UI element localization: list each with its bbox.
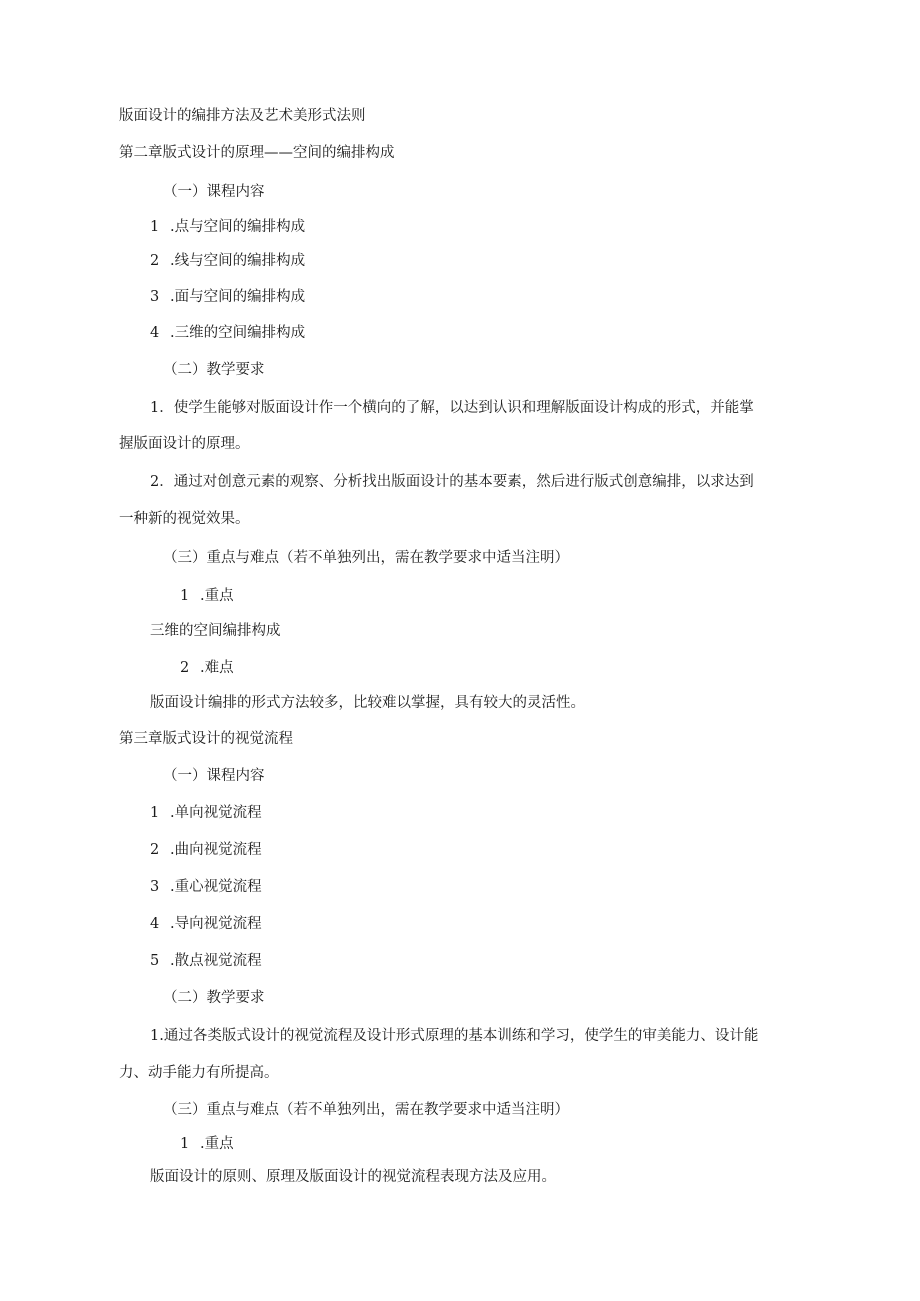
list-item (150, 877, 262, 897)
chapter-2-key-points-heading: （三）重点与难点（若不单独列出，需在教学要求中适当注明） (163, 550, 569, 566)
list-item-text: .三维的空间编排构成 (170, 325, 306, 341)
list-item-number: 4 (150, 916, 160, 932)
list-item-number: 5 (150, 953, 160, 969)
list-item (150, 251, 305, 271)
chapter-3-requirement-1-line-2: 力、动手能力有所提高。 (119, 1065, 279, 1081)
chapter-2-difficulty-text: 版面设计编排的形式方法较多，比较难以掌握，具有较大的灵活性。 (150, 695, 585, 711)
list-item-text: .单向视觉流程 (170, 805, 262, 821)
chapter-2-requirement-2-line-1: 2．通过对创意元素的观察、分析找出版面设计的基本要素，然后进行版式创意编排，以求达到 (150, 474, 754, 490)
chapter-3-content-heading: （一）课程内容 (163, 768, 265, 784)
list-item-number: 2 (150, 842, 160, 858)
list-item (150, 803, 262, 823)
list-item-number: 1 (150, 805, 160, 821)
chapter-3-requirements-heading: （二）教学要求 (163, 990, 265, 1006)
chapter-2-requirement-2-line-2: 一种新的视觉效果。 (119, 511, 250, 527)
list-item (150, 323, 305, 343)
difficulty-text: .难点 (200, 660, 234, 676)
list-item-number: 3 (150, 289, 160, 305)
chapter-3-key-points-heading: （三）重点与难点（若不单独列出，需在教学要求中适当注明） (163, 1102, 569, 1118)
document-title: 版面设计的编排方法及艺术美形式法则 (119, 108, 366, 124)
chapter-3-key-point-text: 版面设计的原则、原理及版面设计的视觉流程表现方法及应用。 (150, 1169, 556, 1185)
chapter-2-key-point-label (180, 586, 234, 606)
list-item-text: .重心视觉流程 (170, 879, 262, 895)
list-item (150, 951, 262, 971)
list-item (150, 840, 262, 860)
key-point-text: .重点 (200, 588, 234, 604)
list-item-text: .散点视觉流程 (170, 953, 262, 969)
chapter-2-difficulty-label (180, 658, 234, 678)
key-point-number: 1 (180, 588, 190, 604)
list-item-text: .线与空间的编排构成 (170, 253, 306, 269)
list-item (150, 287, 305, 307)
list-item-text: .曲向视觉流程 (170, 842, 262, 858)
list-item-text: .面与空间的编排构成 (170, 289, 306, 305)
list-item-text: .点与空间的编排构成 (170, 219, 306, 235)
key-point-number: 1 (180, 1136, 190, 1152)
list-item (150, 914, 262, 934)
chapter-2-requirements-heading: （二）教学要求 (163, 362, 265, 378)
chapter-2-key-point-text: 三维的空间编排构成 (150, 623, 281, 639)
key-point-text: .重点 (200, 1136, 234, 1152)
list-item-number: 2 (150, 253, 160, 269)
chapter-3-requirement-1-line-1: 1.通过各类版式设计的视觉流程及设计形式原理的基本训练和学习，使学生的审美能力、设计能 (150, 1028, 759, 1044)
difficulty-number: 2 (180, 660, 190, 676)
chapter-2-requirement-1-line-1: 1．使学生能够对版面设计作一个横向的了解，以达到认识和理解版面设计构成的形式，并能掌 (150, 400, 754, 416)
chapter-2-heading: 第二章版式设计的原理——空间的编排构成 (119, 145, 395, 161)
chapter-2-content-heading: （一）课程内容 (163, 184, 265, 200)
list-item-text: .导向视觉流程 (170, 916, 262, 932)
chapter-3-key-point-label (180, 1134, 234, 1154)
chapter-3-heading: 第三章版式设计的视觉流程 (119, 731, 293, 747)
list-item-number: 4 (150, 325, 160, 341)
chapter-2-requirement-1-line-2: 握版面设计的原理。 (119, 436, 250, 452)
list-item (150, 217, 305, 237)
list-item-number: 1 (150, 219, 160, 235)
list-item-number: 3 (150, 879, 160, 895)
